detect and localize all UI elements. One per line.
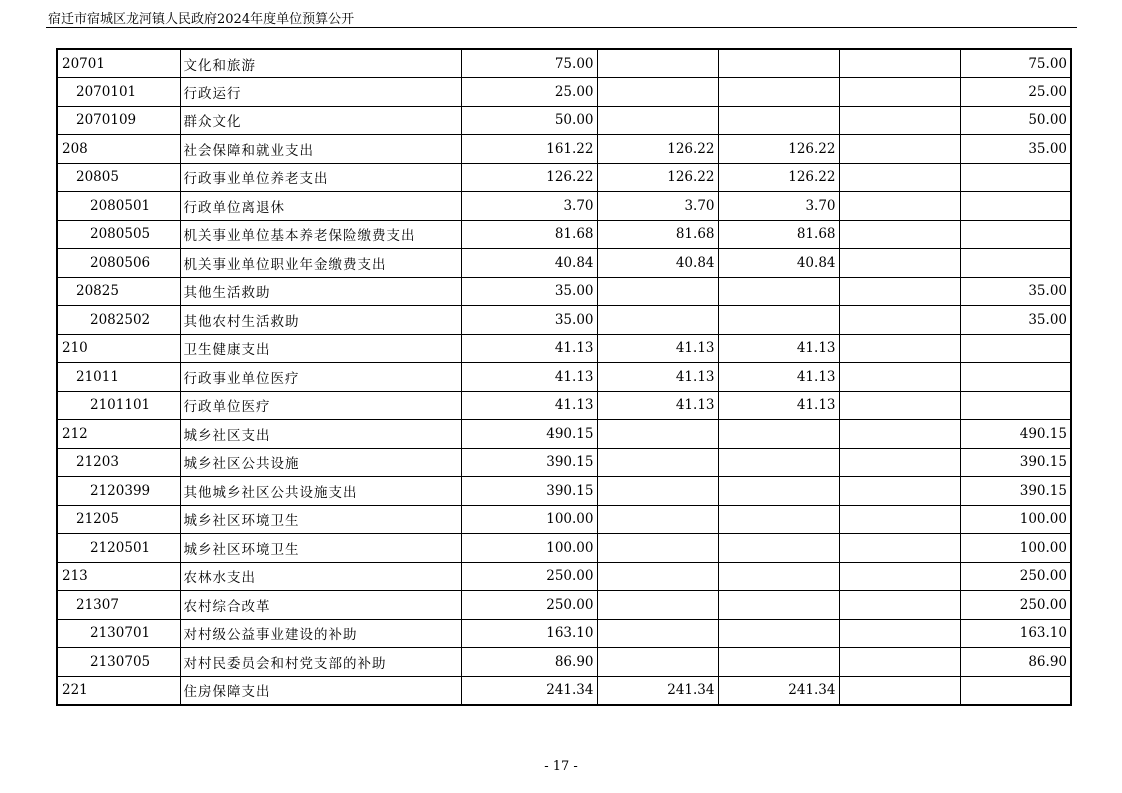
cell-total: 75.00 — [461, 49, 597, 78]
cell-subject-code: 210 — [57, 334, 180, 363]
cell-project: 390.15 — [960, 448, 1071, 477]
cell-subject-code: 2080506 — [57, 249, 180, 278]
cell-basic-total: 3.70 — [597, 192, 718, 221]
cell-basic-total — [597, 534, 718, 563]
cell-subject-name: 行政单位医疗 — [180, 391, 461, 420]
cell-project — [960, 391, 1071, 420]
cell-total: 3.70 — [461, 192, 597, 221]
cell-basic-public — [839, 420, 960, 449]
cell-basic-public — [839, 648, 960, 677]
cell-subject-code: 2082502 — [57, 306, 180, 335]
cell-total: 35.00 — [461, 277, 597, 306]
cell-subject-name: 城乡社区环境卫生 — [180, 534, 461, 563]
cell-basic-personnel — [718, 277, 839, 306]
cell-basic-total: 41.13 — [597, 391, 718, 420]
cell-total: 41.13 — [461, 334, 597, 363]
header-divider — [46, 27, 1077, 28]
cell-basic-public — [839, 163, 960, 192]
cell-basic-public — [839, 477, 960, 506]
cell-subject-code: 21203 — [57, 448, 180, 477]
table-row — [57, 534, 1071, 563]
cell-basic-personnel — [718, 106, 839, 135]
cell-total: 40.84 — [461, 249, 597, 278]
cell-subject-name: 机关事业单位职业年金缴费支出 — [180, 249, 461, 278]
cell-project: 35.00 — [960, 277, 1071, 306]
cell-basic-total: 41.13 — [597, 363, 718, 392]
cell-subject-name: 行政运行 — [180, 78, 461, 107]
cell-subject-name: 社会保障和就业支出 — [180, 135, 461, 164]
cell-project — [960, 220, 1071, 249]
page-header-title: 宿迁市宿城区龙河镇人民政府2024年度单位预算公开 — [48, 12, 355, 27]
cell-subject-name: 城乡社区支出 — [180, 420, 461, 449]
cell-basic-public — [839, 676, 960, 705]
table-row — [57, 78, 1071, 107]
cell-basic-personnel — [718, 477, 839, 506]
cell-subject-code: 2080501 — [57, 192, 180, 221]
cell-basic-public — [839, 505, 960, 534]
cell-basic-personnel — [718, 448, 839, 477]
table-row — [57, 591, 1071, 620]
cell-basic-total — [597, 648, 718, 677]
cell-basic-public — [839, 49, 960, 78]
cell-basic-personnel — [718, 619, 839, 648]
cell-basic-total — [597, 619, 718, 648]
cell-project: 100.00 — [960, 534, 1071, 563]
table-row — [57, 562, 1071, 591]
table-row — [57, 448, 1071, 477]
cell-total: 41.13 — [461, 363, 597, 392]
cell-basic-personnel: 41.13 — [718, 334, 839, 363]
cell-subject-code: 21011 — [57, 363, 180, 392]
budget-table — [56, 48, 1072, 706]
table-row — [57, 249, 1071, 278]
table-row — [57, 306, 1071, 335]
cell-subject-code: 20701 — [57, 49, 180, 78]
cell-basic-public — [839, 306, 960, 335]
cell-total: 161.22 — [461, 135, 597, 164]
cell-project: 35.00 — [960, 306, 1071, 335]
cell-basic-total: 126.22 — [597, 135, 718, 164]
cell-subject-code: 208 — [57, 135, 180, 164]
cell-project: 50.00 — [960, 106, 1071, 135]
cell-subject-code: 2120501 — [57, 534, 180, 563]
cell-basic-personnel — [718, 306, 839, 335]
cell-basic-public — [839, 78, 960, 107]
cell-basic-personnel — [718, 562, 839, 591]
cell-subject-code: 20825 — [57, 277, 180, 306]
cell-subject-name: 群众文化 — [180, 106, 461, 135]
budget-table-body — [57, 49, 1071, 705]
cell-basic-total: 241.34 — [597, 676, 718, 705]
cell-basic-personnel: 3.70 — [718, 192, 839, 221]
cell-project — [960, 363, 1071, 392]
table-row — [57, 220, 1071, 249]
cell-subject-name: 文化和旅游 — [180, 49, 461, 78]
cell-subject-code: 20805 — [57, 163, 180, 192]
table-row — [57, 163, 1071, 192]
cell-subject-code: 2080505 — [57, 220, 180, 249]
cell-subject-name: 其他生活救助 — [180, 277, 461, 306]
cell-total: 41.13 — [461, 391, 597, 420]
cell-subject-name: 对村级公益事业建设的补助 — [180, 619, 461, 648]
table-row — [57, 49, 1071, 78]
cell-subject-name: 城乡社区环境卫生 — [180, 505, 461, 534]
cell-basic-public — [839, 448, 960, 477]
cell-subject-code: 2101101 — [57, 391, 180, 420]
table-row — [57, 106, 1071, 135]
cell-project: 25.00 — [960, 78, 1071, 107]
cell-basic-total — [597, 106, 718, 135]
cell-subject-code: 2070109 — [57, 106, 180, 135]
cell-subject-code: 221 — [57, 676, 180, 705]
cell-project: 490.15 — [960, 420, 1071, 449]
cell-subject-code: 213 — [57, 562, 180, 591]
cell-subject-code: 2130705 — [57, 648, 180, 677]
table-row — [57, 420, 1071, 449]
cell-subject-code: 2120399 — [57, 477, 180, 506]
cell-total: 126.22 — [461, 163, 597, 192]
cell-basic-public — [839, 220, 960, 249]
cell-basic-personnel — [718, 49, 839, 78]
cell-subject-name: 其他农村生活救助 — [180, 306, 461, 335]
cell-basic-total — [597, 420, 718, 449]
cell-project — [960, 163, 1071, 192]
cell-project: 75.00 — [960, 49, 1071, 78]
cell-basic-total — [597, 591, 718, 620]
table-row — [57, 648, 1071, 677]
cell-total: 35.00 — [461, 306, 597, 335]
cell-subject-name: 城乡社区公共设施 — [180, 448, 461, 477]
table-row — [57, 619, 1071, 648]
cell-basic-total — [597, 448, 718, 477]
cell-total: 250.00 — [461, 591, 597, 620]
cell-project: 250.00 — [960, 562, 1071, 591]
cell-basic-total — [597, 562, 718, 591]
cell-basic-personnel — [718, 78, 839, 107]
cell-project: 100.00 — [960, 505, 1071, 534]
cell-subject-code: 2130701 — [57, 619, 180, 648]
table-row — [57, 505, 1071, 534]
cell-project: 35.00 — [960, 135, 1071, 164]
cell-basic-personnel: 126.22 — [718, 135, 839, 164]
cell-subject-name: 对村民委员会和村党支部的补助 — [180, 648, 461, 677]
cell-basic-total: 41.13 — [597, 334, 718, 363]
cell-subject-code: 21307 — [57, 591, 180, 620]
cell-basic-public — [839, 534, 960, 563]
cell-total: 250.00 — [461, 562, 597, 591]
cell-project: 86.90 — [960, 648, 1071, 677]
cell-project — [960, 676, 1071, 705]
cell-basic-public — [839, 562, 960, 591]
cell-basic-total: 40.84 — [597, 249, 718, 278]
cell-project — [960, 249, 1071, 278]
cell-subject-code: 21205 — [57, 505, 180, 534]
cell-basic-public — [839, 391, 960, 420]
cell-subject-name: 机关事业单位基本养老保险缴费支出 — [180, 220, 461, 249]
cell-subject-name: 农林水支出 — [180, 562, 461, 591]
cell-total: 163.10 — [461, 619, 597, 648]
cell-basic-public — [839, 135, 960, 164]
table-row — [57, 391, 1071, 420]
cell-total: 390.15 — [461, 448, 597, 477]
table-row — [57, 277, 1071, 306]
cell-basic-total — [597, 477, 718, 506]
table-row — [57, 135, 1071, 164]
table-row — [57, 363, 1071, 392]
cell-basic-public — [839, 277, 960, 306]
cell-basic-personnel — [718, 505, 839, 534]
cell-total: 50.00 — [461, 106, 597, 135]
cell-project — [960, 334, 1071, 363]
cell-project: 163.10 — [960, 619, 1071, 648]
cell-project: 250.00 — [960, 591, 1071, 620]
table-row — [57, 477, 1071, 506]
cell-basic-personnel: 41.13 — [718, 391, 839, 420]
cell-basic-personnel — [718, 534, 839, 563]
cell-subject-name: 行政单位离退休 — [180, 192, 461, 221]
cell-basic-personnel — [718, 591, 839, 620]
cell-basic-personnel: 126.22 — [718, 163, 839, 192]
cell-basic-total: 81.68 — [597, 220, 718, 249]
cell-subject-name: 住房保障支出 — [180, 676, 461, 705]
table-row — [57, 676, 1071, 705]
cell-basic-personnel: 81.68 — [718, 220, 839, 249]
cell-subject-name: 卫生健康支出 — [180, 334, 461, 363]
cell-total: 241.34 — [461, 676, 597, 705]
cell-total: 25.00 — [461, 78, 597, 107]
cell-basic-total — [597, 78, 718, 107]
cell-basic-total — [597, 49, 718, 78]
cell-project: 390.15 — [960, 477, 1071, 506]
cell-basic-total: 126.22 — [597, 163, 718, 192]
cell-basic-public — [839, 591, 960, 620]
cell-total: 81.68 — [461, 220, 597, 249]
table-row — [57, 192, 1071, 221]
cell-basic-public — [839, 106, 960, 135]
cell-total: 100.00 — [461, 534, 597, 563]
cell-basic-public — [839, 619, 960, 648]
cell-total: 390.15 — [461, 477, 597, 506]
cell-subject-name: 行政事业单位医疗 — [180, 363, 461, 392]
cell-basic-personnel: 40.84 — [718, 249, 839, 278]
cell-basic-total — [597, 505, 718, 534]
page-number: - 17 - — [544, 759, 578, 774]
cell-subject-name: 其他城乡社区公共设施支出 — [180, 477, 461, 506]
cell-total: 86.90 — [461, 648, 597, 677]
cell-total: 490.15 — [461, 420, 597, 449]
cell-subject-code: 2070101 — [57, 78, 180, 107]
cell-basic-total — [597, 277, 718, 306]
cell-basic-public — [839, 363, 960, 392]
cell-basic-public — [839, 334, 960, 363]
cell-basic-personnel — [718, 648, 839, 677]
cell-basic-personnel: 241.34 — [718, 676, 839, 705]
cell-basic-public — [839, 249, 960, 278]
cell-basic-public — [839, 192, 960, 221]
cell-subject-name: 农村综合改革 — [180, 591, 461, 620]
cell-total: 100.00 — [461, 505, 597, 534]
cell-basic-personnel — [718, 420, 839, 449]
cell-subject-name: 行政事业单位养老支出 — [180, 163, 461, 192]
cell-project — [960, 192, 1071, 221]
cell-basic-total — [597, 306, 718, 335]
cell-basic-personnel: 41.13 — [718, 363, 839, 392]
cell-subject-code: 212 — [57, 420, 180, 449]
table-row — [57, 334, 1071, 363]
